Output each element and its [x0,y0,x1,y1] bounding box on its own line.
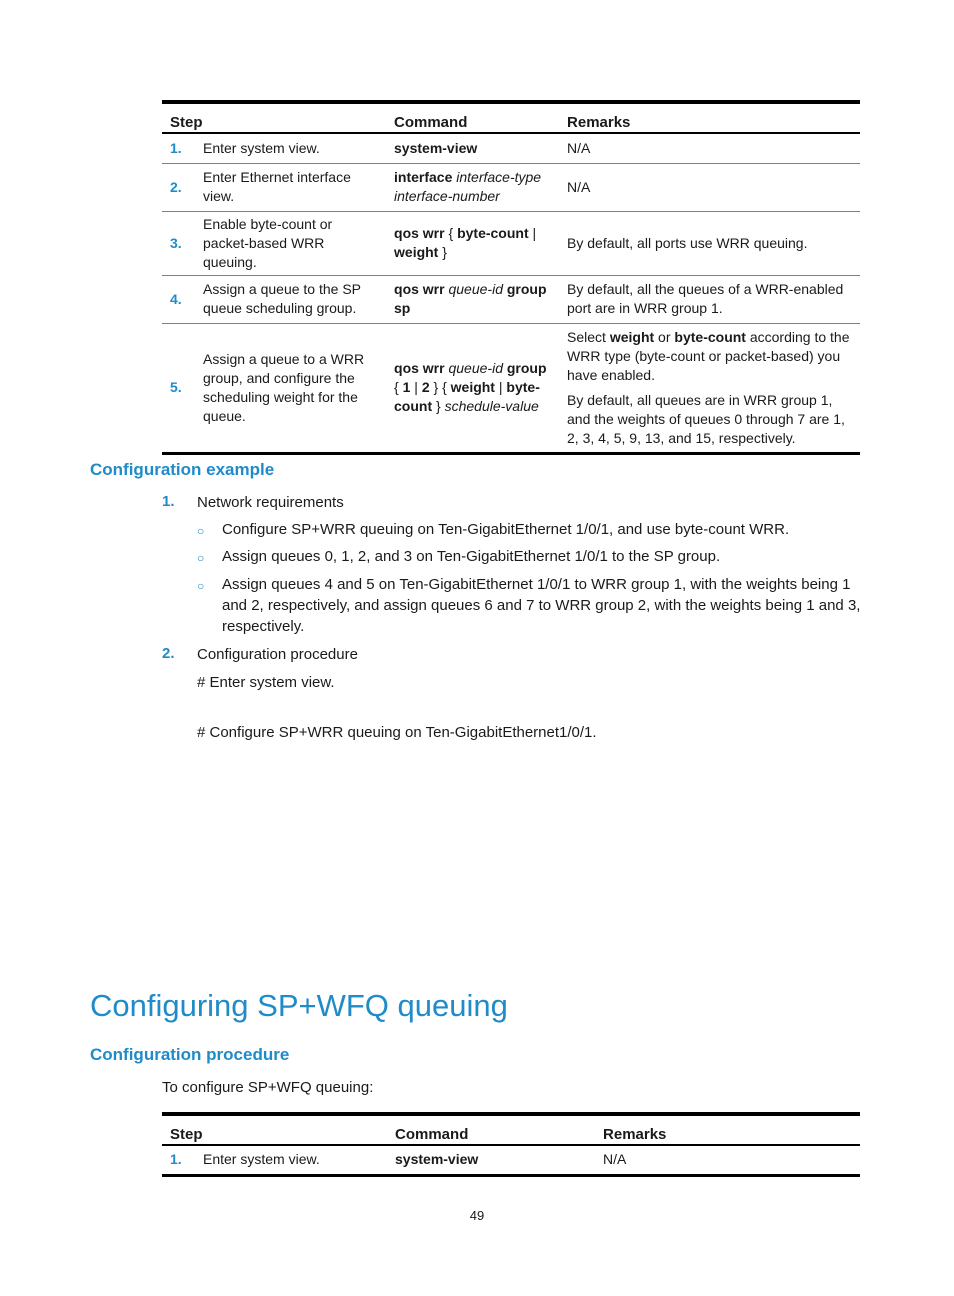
text-run: queue-id [448,281,503,297]
text-run: group sp [394,281,547,316]
text-run: according to the WRR type (byte-count or packet-based) you have enabled. [567,328,850,383]
text-run: interface [394,169,453,185]
command-cell [386,163,559,211]
text-run: { [394,379,403,395]
step-number: 1. [162,133,189,163]
table-row [162,275,860,323]
header-remarks: Remarks [559,102,860,133]
text-run: byte-count [394,379,540,414]
page-number: 49 [469,1208,485,1223]
list-item-bullet: Assign queues 4 and 5 on Ten-GigabitEthernet 1/0/1 to WRR group 1, with the weights being 1 and 2, respectively, and assign queues 6 and 7 to WRR group 2, with the weights being 1 and 3, respectively. [222,576,861,635]
chapter-title: Configuring SP+WFQ queuing [90,988,508,1023]
text-run: queue-id [448,360,503,376]
step-description: Assign a queue to a WRR group, and configure the scheduling weight for the queue. [189,323,386,453]
remarks-paragraph [567,328,854,385]
remarks-paragraph: N/A [567,139,591,156]
section-heading-configuration-example: Configuration example [90,460,275,479]
intro-text: To configure SP+WFQ queuing: [162,1079,374,1096]
section-heading-configuration-procedure: Configuration procedure [90,1045,290,1064]
text-run: | [494,379,507,395]
remarks-cell [595,1145,860,1175]
step-number: 1. [162,1145,189,1175]
table-row [162,323,860,453]
text-run: or [654,328,675,345]
table-row [162,1145,860,1175]
step-description: Assign a queue to the SP queue scheduling group. [189,275,386,323]
text-run: interface-type interface-number [394,169,542,204]
step-command-table-wfq [162,1112,860,1177]
procedure-comment-enter-system-view: # Enter system view. [197,674,335,691]
text-run: qos wrr [394,281,445,297]
text-run: group [506,360,547,376]
table-row [162,133,860,163]
text-run: byte-count [457,225,529,241]
text-run: qos wrr [394,225,445,241]
list-item-network-requirements: Network requirements [197,494,344,511]
text-run: system-view [395,1151,479,1168]
text-run: 2 [421,379,430,395]
step-description: Enter system view. [189,1145,387,1175]
text-run: } [432,398,445,414]
step-description: Enable byte-count or packet-based WRR queuing. [189,211,386,275]
step-command-table-wrr [162,100,860,455]
list-item-bullet: Assign queues 0, 1, 2, and 3 on Ten-GigabitEthernet 1/0/1 to the SP group. [222,548,721,565]
text-run: qos wrr [394,360,445,376]
remarks-paragraph: By default, all ports use WRR queuing. [567,234,808,251]
table-row [162,211,860,275]
bullet-icon: ○ [197,524,205,538]
text-run: Select [567,328,610,345]
procedure-comment-configure-sp-wrr: # Configure SP+WRR queuing on Ten-GigabitEthernet1/0/1. [197,724,597,741]
text-run: weight [609,328,655,345]
list-item-configuration-procedure: Configuration procedure [197,646,358,663]
header-remarks: Remarks [595,1114,860,1145]
remarks-paragraph: By default, all the queues of a WRR-enabled port are in WRR group 1. [567,281,844,316]
text-run: weight [394,244,439,260]
remarks-paragraph: N/A [603,1151,627,1168]
text-run: 1 [402,379,411,395]
step-number: 2. [162,163,189,211]
text-run: } [438,244,447,260]
remarks-cell [559,163,860,211]
text-run: } { [429,379,451,395]
remarks-paragraph: N/A [567,178,591,195]
text-run: { [444,225,458,241]
list-item-bullet: Configure SP+WRR queuing on Ten-GigabitEthernet 1/0/1, and use byte-count WRR. [222,521,790,538]
header-step: Step [162,1114,387,1145]
text-run: | [528,225,537,241]
step-number: 4. [162,275,189,323]
remarks-cell [559,275,860,323]
command-cell [386,133,559,163]
header-command: Command [386,102,559,133]
text-run: | [410,379,422,395]
remarks-cell [559,133,860,163]
list-number-2: 2. [162,645,175,662]
remarks-cell [559,211,860,275]
text-run: weight [450,379,495,395]
bullet-icon: ○ [197,579,205,593]
command-cell [386,323,559,453]
list-number-1: 1. [162,493,175,510]
step-number: 5. [162,323,189,453]
table-header-row [162,102,860,133]
bullet-icon: ○ [197,551,205,565]
step-description: Enter Ethernet interface view. [189,163,386,211]
remarks-paragraph [567,391,854,448]
text-run: schedule-value [444,398,539,414]
command-cell [386,211,559,275]
table-row [162,163,860,211]
text-run: By default, all queues are in WRR group 1, and the weights of queues 0 through 7 are 1, 2, 3, 4, 5, 9, 13, and 15, respectively. [567,391,845,446]
step-number: 3. [162,211,189,275]
remarks-cell [559,323,860,453]
text-run: byte-count [674,328,746,345]
step-description: Enter system view. [189,133,386,163]
command-cell [387,1145,595,1175]
command-cell [386,275,559,323]
text-run: system-view [394,139,478,156]
header-step: Step [162,102,386,133]
header-command: Command [387,1114,595,1145]
table-header-row [162,1114,860,1145]
